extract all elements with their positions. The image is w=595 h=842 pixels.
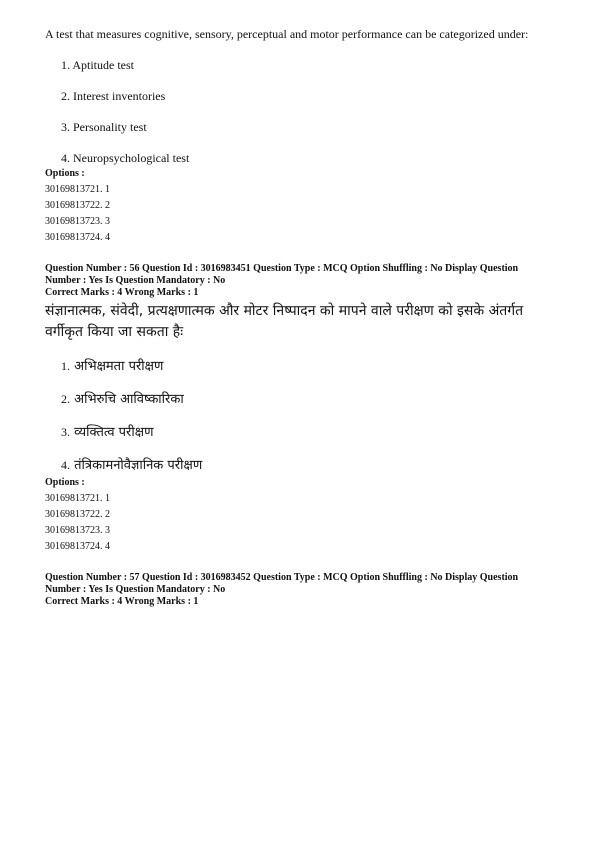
question-text-english: A test that measures cognitive, sensory, perceptual and motor performance can be categorized under:: [45, 27, 529, 41]
option-item: 2. Interest inventories: [61, 89, 166, 103]
option-text: तंत्रिकामनोवैज्ञानिक परीक्षण: [74, 458, 203, 473]
meta-line: Number : Yes Is Question Mandatory : No: [45, 584, 226, 595]
option-id: 30169813721. 1: [45, 493, 110, 504]
option-item: 1. Aptitude test: [61, 58, 134, 72]
option-id: 30169813721. 1: [45, 184, 110, 195]
question-meta-56: [45, 263, 555, 299]
options-label: Options :: [45, 168, 85, 179]
option-id: 30169813723. 3: [45, 216, 110, 227]
question-text-hindi: संज्ञानात्मक, संवेदी, प्रत्यक्षणात्मक और मोटर निष्पादन को मापने वाले परीक्षण को इसके अंतर्गत वर्गीकृत किया जा सकता हैः: [45, 303, 524, 340]
option-item: [61, 390, 555, 409]
option-number: 2.: [61, 392, 70, 406]
option-item: [61, 423, 555, 442]
option-number: 3.: [61, 425, 70, 439]
option-id: 30169813724. 4: [45, 232, 110, 243]
meta-line: Question Number : 57 Question Id : 3016983452 Question Type : MCQ Option Shuffling : No Display Question: [45, 572, 519, 583]
meta-line: Question Number : 56 Question Id : 3016983451 Question Type : MCQ Option Shuffling : No Display Question: [45, 263, 519, 274]
options-label: Options :: [45, 477, 85, 488]
option-text: अभिक्षमता परीक्षण: [74, 359, 164, 374]
option-text: व्यक्तित्व परीक्षण: [74, 425, 154, 440]
option-id: 30169813722. 2: [45, 200, 110, 211]
option-item: 4. Neuropsychological test: [61, 151, 190, 165]
option-id: 30169813722. 2: [45, 509, 110, 520]
option-item: 3. Personality test: [61, 120, 147, 134]
option-id-list: [45, 184, 555, 244]
option-text: अभिरुचि आविष्कारिका: [74, 392, 184, 407]
meta-line: Number : Yes Is Question Mandatory : No: [45, 275, 226, 286]
options-list-hindi: [45, 357, 555, 475]
marks-line: Correct Marks : 4 Wrong Marks : 1: [45, 287, 199, 298]
options-list-english: [45, 58, 555, 166]
option-number: 4.: [61, 458, 70, 472]
marks-line: Correct Marks : 4 Wrong Marks : 1: [45, 596, 199, 607]
option-id-list: [45, 493, 555, 553]
document-page: [45, 27, 555, 608]
option-id: 30169813723. 3: [45, 525, 110, 536]
option-item: [61, 357, 555, 376]
question-meta-57: [45, 572, 555, 608]
option-id: 30169813724. 4: [45, 541, 110, 552]
option-number: 1.: [61, 359, 70, 373]
option-item: [61, 456, 555, 475]
